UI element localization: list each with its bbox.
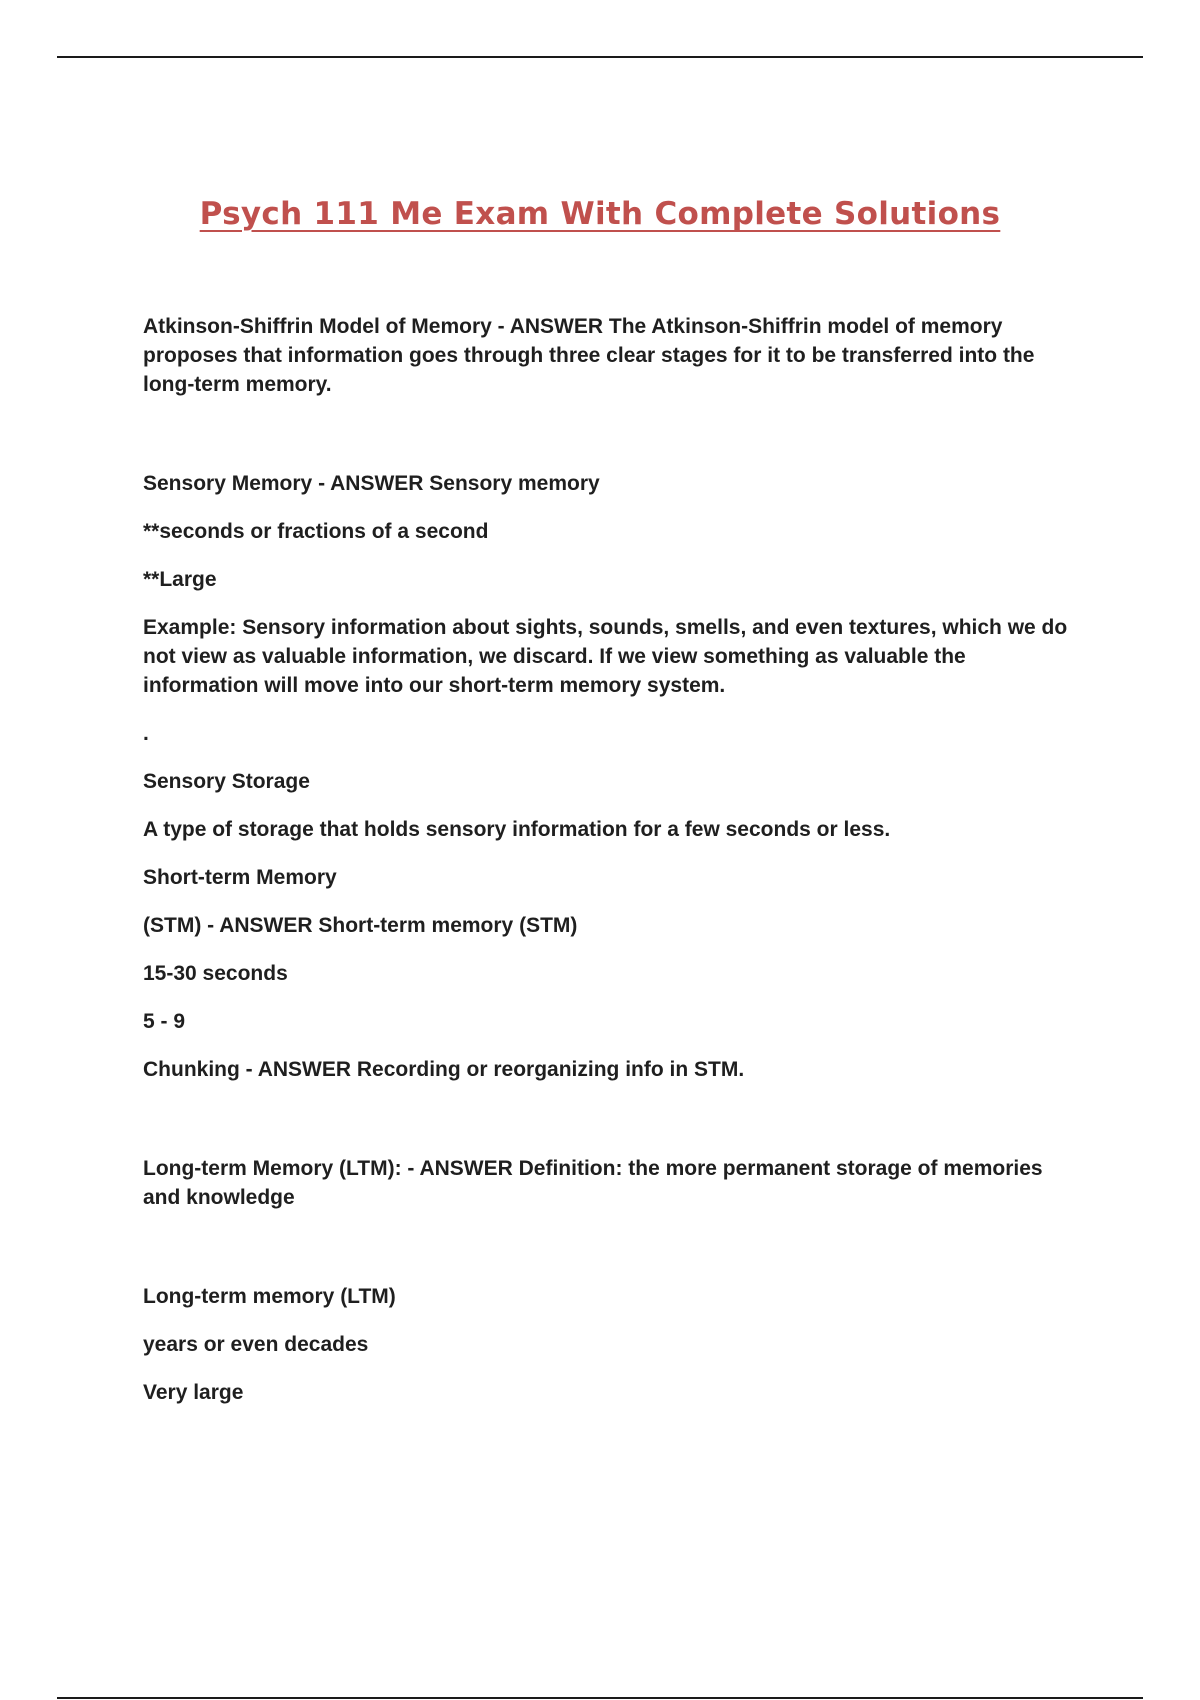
paragraph-stm-answer: (STM) - ANSWER Short-term memory (STM)	[143, 914, 578, 937]
document-title: Psych 111 Me Exam With Complete Solutions	[199, 196, 1001, 232]
paragraph-ltm-duration: years or even decades	[143, 1333, 369, 1356]
paragraph-sensory-storage: Sensory Storage	[143, 770, 310, 793]
top-divider	[57, 56, 1143, 58]
paragraph-short-term-memory: Short-term Memory	[143, 866, 337, 889]
paragraph-sensory-duration: **seconds or fractions of a second	[143, 520, 489, 543]
paragraph-ltm-capacity: Very large	[143, 1381, 244, 1404]
paragraph-atkinson-shiffrin: Atkinson-Shiffrin Model of Memory - ANSWER The Atkinson-Shiffrin model of memory proposes that information goes through three clear stages for it to be transferred into the long-term memory.	[143, 315, 1035, 396]
paragraph-sensory-storage-definition: A type of storage that holds sensory information for a few seconds or less.	[143, 818, 891, 841]
paragraph-stm-duration: 15-30 seconds	[143, 962, 288, 985]
paragraph-sensory-example: Example: Sensory information about sights, sounds, smells, and even textures, which we do not view as valuable information, we discard. If we view something as valuable the information will move into our short-term memory system.	[143, 616, 1068, 697]
paragraph-long-term-memory: Long-term memory (LTM)	[143, 1285, 396, 1308]
document-body	[143, 312, 1083, 1407]
paragraph-chunking: Chunking - ANSWER Recording or reorganizing info in STM.	[143, 1058, 745, 1081]
paragraph-stm-capacity: 5 - 9	[143, 1010, 186, 1033]
paragraph-dot: .	[143, 722, 149, 745]
paragraph-sensory-capacity: **Large	[143, 568, 217, 591]
paragraph-sensory-memory: Sensory Memory - ANSWER Sensory memory	[143, 472, 600, 495]
bottom-divider	[57, 1697, 1143, 1699]
paragraph-long-term-memory-definition: Long-term Memory (LTM): - ANSWER Definition: the more permanent storage of memories and knowledge	[143, 1157, 1043, 1209]
